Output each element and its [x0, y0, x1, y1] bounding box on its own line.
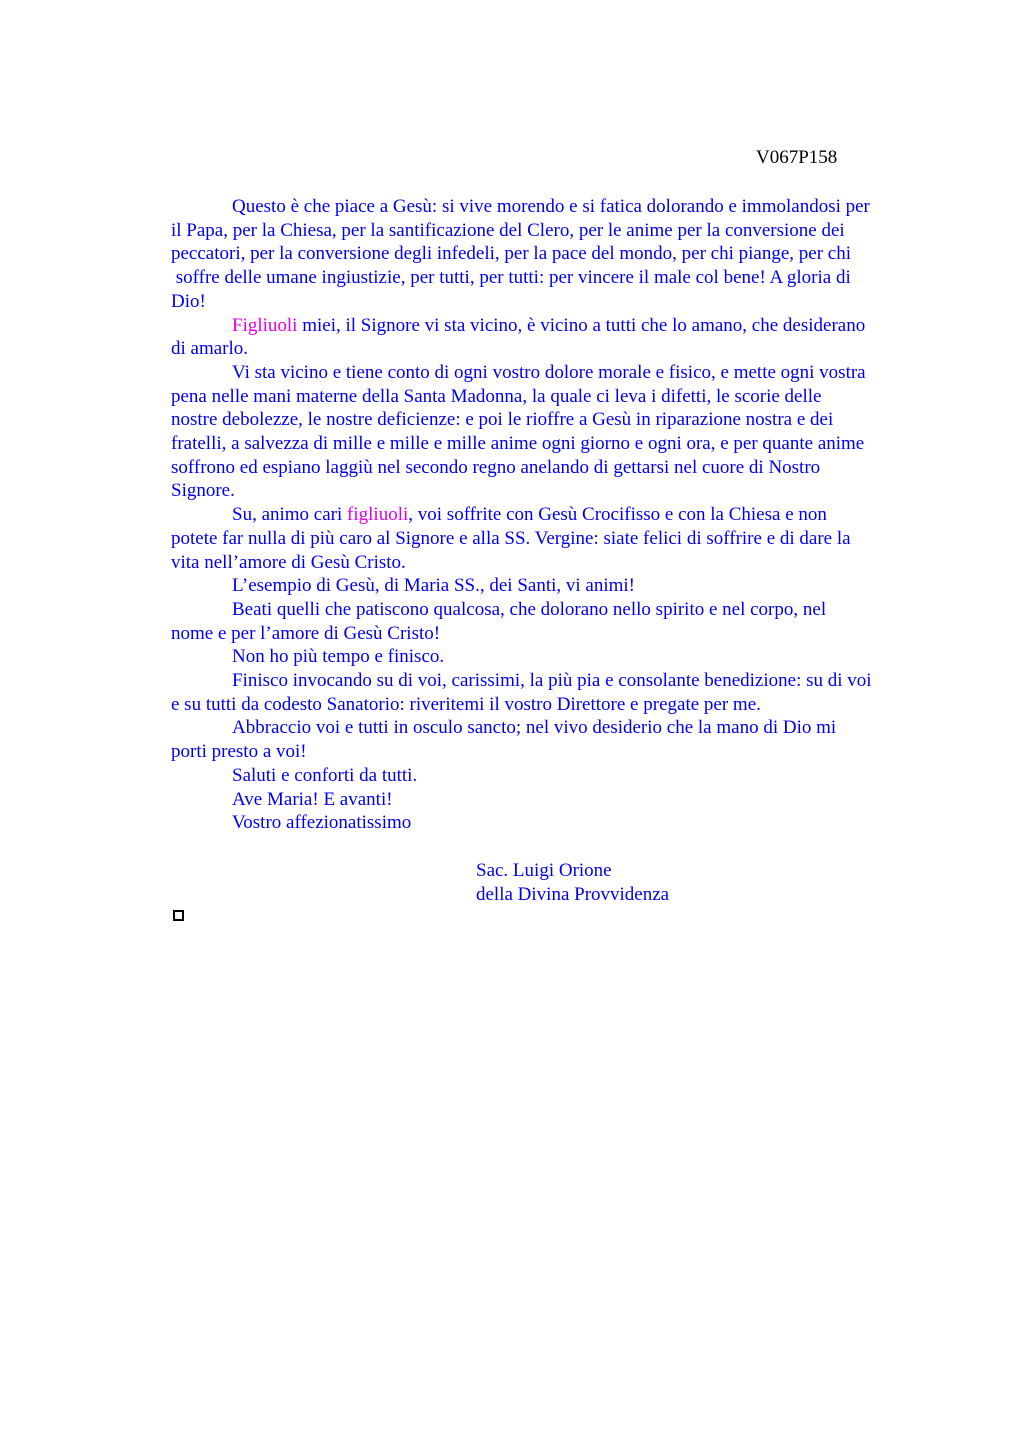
- highlighted-word: figliuoli: [347, 504, 409, 526]
- text-line: soffre delle umane ingiustizie, per tutti, per tutti: per vincere il male col bene! A gloria di: [171, 267, 851, 289]
- paragraph: [171, 716, 931, 763]
- text-line: Signore.: [171, 480, 235, 502]
- signature-name: Sac. Luigi Orione: [476, 860, 612, 881]
- paragraph: [171, 645, 931, 669]
- text-line: il Papa, per la Chiesa, per la santificazione del Clero, per le anime per la conversione dei: [171, 219, 845, 241]
- text-line: Abbraccio voi e tutti in osculo sancto; nel vivo desiderio che la mano di Dio mi: [232, 717, 837, 739]
- text-line: peccatori, per la conversione degli infedeli, per la pace del mondo, per chi piange, per chi: [171, 243, 852, 265]
- signature-block: [476, 859, 669, 906]
- text-line: Beati quelli che patiscono qualcosa, che dolorano nello spirito e nel corpo, nel: [232, 598, 827, 620]
- text-line: Dio!: [171, 290, 206, 312]
- text-line: L’esempio di Gesù, di Maria SS., dei Santi, vi animi!: [232, 575, 636, 597]
- text-line: soffrono ed espiano laggiù nel secondo regno anelando di gettarsi nel cuore di Nostro: [171, 456, 821, 478]
- text-segment: , voi soffrite con Gesù Crocifisso e con la Chiesa e non: [408, 504, 827, 526]
- paragraph: [171, 669, 931, 716]
- text-line: nostre debolezze, le nostre deficienze: e poi le rioffre a Gesù in riparazione nostra e dei: [171, 409, 834, 431]
- text-line: potete far nulla di più caro al Signore e alla SS. Vergine: siate felici di soffrire e di dare la: [171, 527, 851, 549]
- paragraph: [171, 361, 931, 503]
- text-line: Non ho più tempo e finisco.: [232, 646, 445, 668]
- paragraph: [171, 764, 931, 788]
- text-line: Ave Maria! E avanti!: [232, 788, 393, 810]
- square-outline-icon: [173, 910, 184, 921]
- highlighted-word: Figliuoli: [232, 314, 298, 336]
- text-line: e su tutti da codesto Sanatorio: riveritemi il vostro Direttore e pregate per me.: [171, 693, 761, 715]
- paragraph: [171, 574, 931, 598]
- paragraph: [171, 788, 931, 812]
- page-id: V067P158: [756, 147, 838, 168]
- text-line: nome e per l’amore di Gesù Cristo!: [171, 622, 441, 644]
- text-line: [171, 503, 931, 527]
- text-line: porti presto a voi!: [171, 741, 307, 763]
- text-line: Saluti e conforti da tutti.: [232, 764, 418, 786]
- text-line: di amarlo.: [171, 338, 249, 360]
- text-line: Finisco invocando su di voi, carissimi, la più pia e consolante benedizione: su di voi: [232, 670, 872, 692]
- text-line: Questo è che piace a Gesù: si vive morendo e si fatica dolorando e immolandosi per: [232, 196, 870, 217]
- text-line: Vostro affezionatissimo: [232, 812, 412, 834]
- text-line: vita nell’amore di Gesù Cristo.: [171, 551, 406, 573]
- text-segment: miei, il Signore vi sta vicino, è vicino a tutti che lo amano, che desiderano: [297, 314, 866, 336]
- paragraph: [171, 503, 931, 574]
- paragraph: [171, 811, 931, 835]
- paragraph: [171, 195, 931, 314]
- text-line: pena nelle mani materne della Santa Madonna, la quale ci leva i difetti, le scorie delle: [171, 385, 822, 407]
- paragraph: [171, 314, 931, 361]
- text-segment: Su, animo cari: [232, 504, 348, 526]
- text-line: fratelli, a salvezza di mille e mille e mille anime ogni giorno e ogni ora, e per quante anime: [171, 433, 865, 455]
- signature-title: della Divina Provvidenza: [476, 883, 670, 905]
- text-line: Vi sta vicino e tiene conto di ogni vostro dolore morale e fisico, e mette ogni vostra: [232, 361, 866, 383]
- letter-body: [171, 195, 931, 835]
- text-line: [171, 314, 931, 338]
- paragraph: [171, 598, 931, 645]
